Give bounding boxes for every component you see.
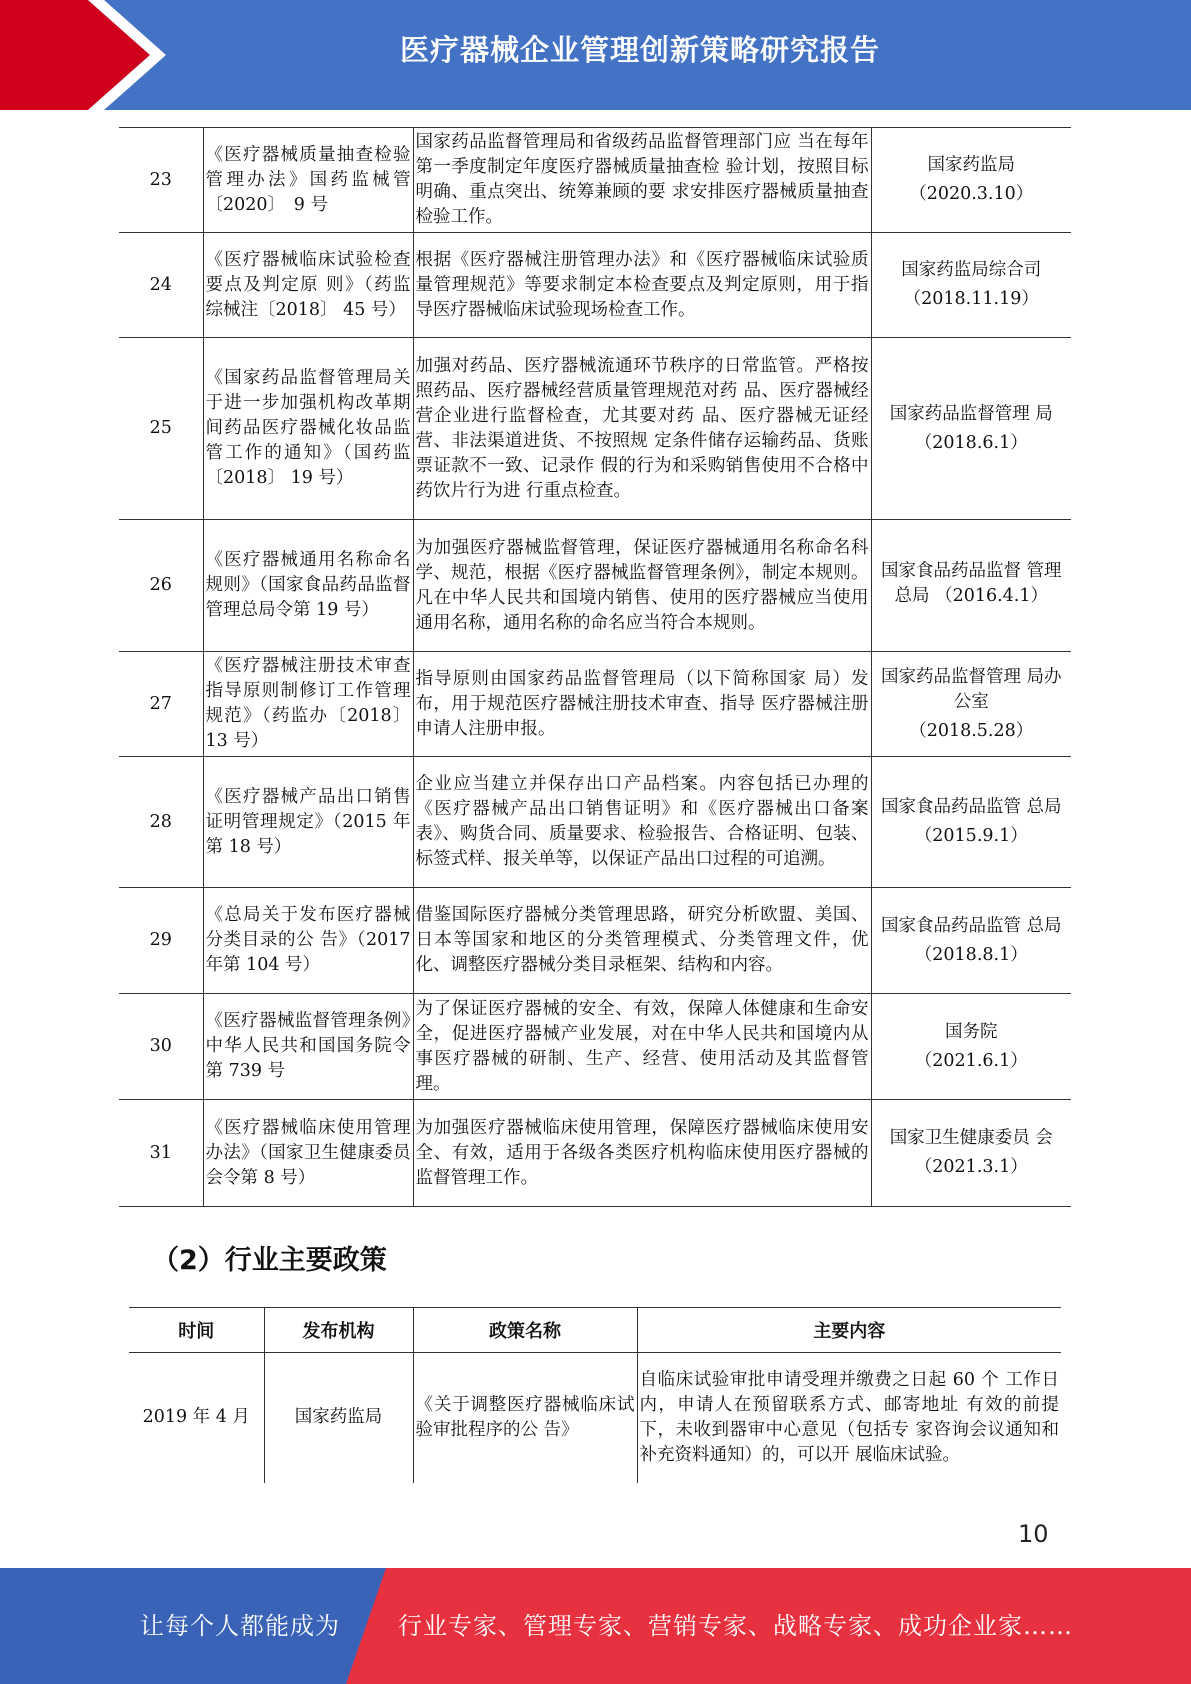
document-name: 《总局关于发布医疗器械分类目录的公 告》（2017 年第 104 号） bbox=[203, 888, 413, 994]
regulation-content: 企业应当建立并保存出口产品档案。内容包括已办理的《医疗器械产品出口销售证明》和《医疗器械出口备案表》、购货合同、质量要求、检验报告、合格证明、包装、标签式样、报关单等，以保证产品出口过程的可追溯。 bbox=[413, 757, 871, 888]
row-number: 31 bbox=[119, 1100, 203, 1207]
issuer-cell bbox=[871, 128, 1071, 233]
table-header-row bbox=[129, 1308, 1061, 1353]
issue-date: （2018.6.1） bbox=[914, 432, 1028, 453]
issuer-cell bbox=[871, 888, 1071, 994]
column-header-agency: 发布机构 bbox=[264, 1308, 413, 1353]
report-title: 医疗器械企业管理创新策略研究报告 bbox=[399, 33, 880, 67]
policy-time: 2019 年 4 月 bbox=[129, 1353, 264, 1483]
regulation-content: 国家药品监督管理局和省级药品监督管理部门应 当在每年第一季度制定年度医疗器械质量抽查检 验计划，按照目标明确、重点突出、统筹兼顾的要 求安排医疗器械质量抽查检验工作。 bbox=[413, 128, 871, 233]
issuer-name: 国务院 bbox=[945, 1021, 998, 1042]
issuer-cell bbox=[871, 233, 1071, 338]
regulation-content: 加强对药品、医疗器械流通环节秩序的日常监管。严格按照药品、医疗器械经营质量管理规范对药 品、医疗器械经营企业进行监督检查，尤其要对药 品、医疗器械无证经营、非法渠道进货、不按照规 定条件储存运输药品、货账票证款不一致、记录作 假的行为和采购销售使用不合格中药饮片行为进 行重点检查。 bbox=[413, 338, 871, 520]
issuer-name: 国家食品药品监管 总局 bbox=[880, 797, 1062, 817]
issuer-name: 国家药品监督管理 局办公室 bbox=[880, 666, 1062, 712]
table-row bbox=[129, 1353, 1061, 1483]
table-row bbox=[119, 757, 1071, 888]
table-row bbox=[119, 652, 1071, 757]
document-name: 《医疗器械临床试验检查要点及判定原 则》（药监综械注〔2018〕 45 号） bbox=[203, 233, 413, 338]
issuer-name: 国家卫生健康委员 会 bbox=[889, 1128, 1053, 1148]
row-number: 23 bbox=[119, 128, 203, 233]
regulations-table bbox=[119, 127, 1071, 1207]
table-row bbox=[119, 888, 1071, 994]
regulation-content: 根据《医疗器械注册管理办法》和《医疗器械临床试验质量管理规范》等要求制定本检查要点及判定原则，用于指导医疗器械临床试验现场检查工作。 bbox=[413, 233, 871, 338]
row-number: 29 bbox=[119, 888, 203, 994]
document-name: 《医疗器械临床使用管理办法》（国家卫生健康委员会令第 8 号） bbox=[203, 1100, 413, 1207]
row-number: 27 bbox=[119, 652, 203, 757]
issue-date: （2018.11.19） bbox=[903, 289, 1039, 309]
issue-date: （2020.3.10） bbox=[909, 184, 1034, 204]
policy-content: 自临床试验审批申请受理并缴费之日起 60 个 工作日内，申请人在预留联系方式、邮寄地址 有效的前提下，未收到器审中心意见（包括专 家咨询会议通知和补充资料通知）的，可以开 展临床试验。 bbox=[637, 1353, 1061, 1483]
document-name: 《医疗器械注册技术审查指导原则制修订工作管理规范》（药监办〔2018〕13 号） bbox=[203, 652, 413, 757]
issuer-name: 国家药监局 bbox=[927, 155, 1015, 175]
row-number: 26 bbox=[119, 520, 203, 652]
footer-banner bbox=[0, 1568, 1191, 1684]
document-name: 《医疗器械产品出口销售证明管理规定》（2015 年第 18 号） bbox=[203, 757, 413, 888]
column-header-content: 主要内容 bbox=[637, 1308, 1061, 1353]
document-name: 《医疗器械监督管理条例》中华人民共和国国务院令第 739 号 bbox=[203, 994, 413, 1100]
issuer-cell bbox=[871, 1100, 1071, 1207]
row-number: 24 bbox=[119, 233, 203, 338]
header-banner bbox=[0, 0, 1191, 110]
regulation-content: 为了保证医疗器械的安全、有效，保障人体健康和生命安全，促进医疗器械产业发展，对在中华人民共和国境内从事医疗器械的研制、生产、经营、使用活动及其监督管理。 bbox=[413, 994, 871, 1100]
page-number: 10 bbox=[1018, 1520, 1049, 1548]
document-name: 《医疗器械通用名称命名规则》（国家食品药品监督管理总局令第 19 号） bbox=[203, 520, 413, 652]
document-name: 《国家药品监督管理局关于进一步加强机构改革期间药品医疗器械化妆品监管工作的通知》（国药监〔2018〕 19 号） bbox=[203, 338, 413, 520]
issue-date: （2015.9.1） bbox=[914, 826, 1028, 846]
row-number: 28 bbox=[119, 757, 203, 888]
row-number: 30 bbox=[119, 994, 203, 1100]
table-row bbox=[119, 520, 1071, 652]
issue-date: （2018.8.1） bbox=[914, 944, 1028, 965]
column-header-policy-name: 政策名称 bbox=[413, 1308, 637, 1353]
document-name: 《医疗器械质量抽查检验管理办法》国药监械管〔2020〕 9 号 bbox=[203, 128, 413, 233]
table-row bbox=[119, 1100, 1071, 1207]
footer-slogan-right: 行业专家、管理专家、营销专家、战略专家、成功企业家…… bbox=[398, 1612, 1073, 1640]
issuer-name: 国家药监局综合司 bbox=[901, 260, 1042, 280]
policy-table bbox=[129, 1307, 1061, 1483]
issue-date: （2018.5.28） bbox=[909, 720, 1034, 741]
regulation-content: 指导原则由国家药品监督管理局（以下简称国家 局）发布，用于规范医疗器械注册技术审查、指导 医疗器械注册申请人注册申报。 bbox=[413, 652, 871, 757]
issuer-name: 国家药品监督管理 局 bbox=[889, 403, 1053, 424]
policy-name: 《关于调整医疗器械临床试验审批程序的公 告》 bbox=[413, 1353, 637, 1483]
regulation-content: 为加强医疗器械监督管理，保证医疗器械通用名称命名科学、规范，根据《医疗器械监督管理条例》，制定本规则。凡在中华人民共和国境内销售、使用的医疗器械应当使用通用名称，通用名称的命名应当符合本规则。 bbox=[413, 520, 871, 652]
issue-date: （2021.6.1） bbox=[914, 1050, 1028, 1071]
footer-slogan-left: 让每个人都能成为 bbox=[140, 1612, 340, 1640]
policy-agency: 国家药监局 bbox=[264, 1353, 413, 1483]
issuer-cell bbox=[871, 520, 1071, 652]
row-number: 25 bbox=[119, 338, 203, 520]
issuer-cell bbox=[871, 652, 1071, 757]
table-row bbox=[119, 338, 1071, 520]
issuer-cell bbox=[871, 338, 1071, 520]
table-row bbox=[119, 233, 1071, 338]
table-row bbox=[119, 128, 1071, 233]
issuer-name: 国家食品药品监管 总局 bbox=[880, 915, 1062, 936]
regulation-content: 为加强医疗器械临床使用管理，保障医疗器械临床使用安全、有效，适用于各级各类医疗机构临床使用医疗器械的监督管理工作。 bbox=[413, 1100, 871, 1207]
column-header-time: 时间 bbox=[129, 1308, 264, 1353]
regulation-content: 借鉴国际医疗器械分类管理思路，研究分析欧盟、美国、日本等国家和地区的分类管理模式、分类管理文件，优化、调整医疗器械分类目录框架、结构和内容。 bbox=[413, 888, 871, 994]
section-heading: （2）行业主要政策 bbox=[152, 1245, 387, 1276]
issuer-name: 国家食品药品监督 管理总局 （2016.4.1） bbox=[880, 560, 1062, 606]
issue-date: （2021.3.1） bbox=[914, 1157, 1028, 1177]
table-row bbox=[119, 994, 1071, 1100]
issuer-cell bbox=[871, 757, 1071, 888]
issuer-cell bbox=[871, 994, 1071, 1100]
